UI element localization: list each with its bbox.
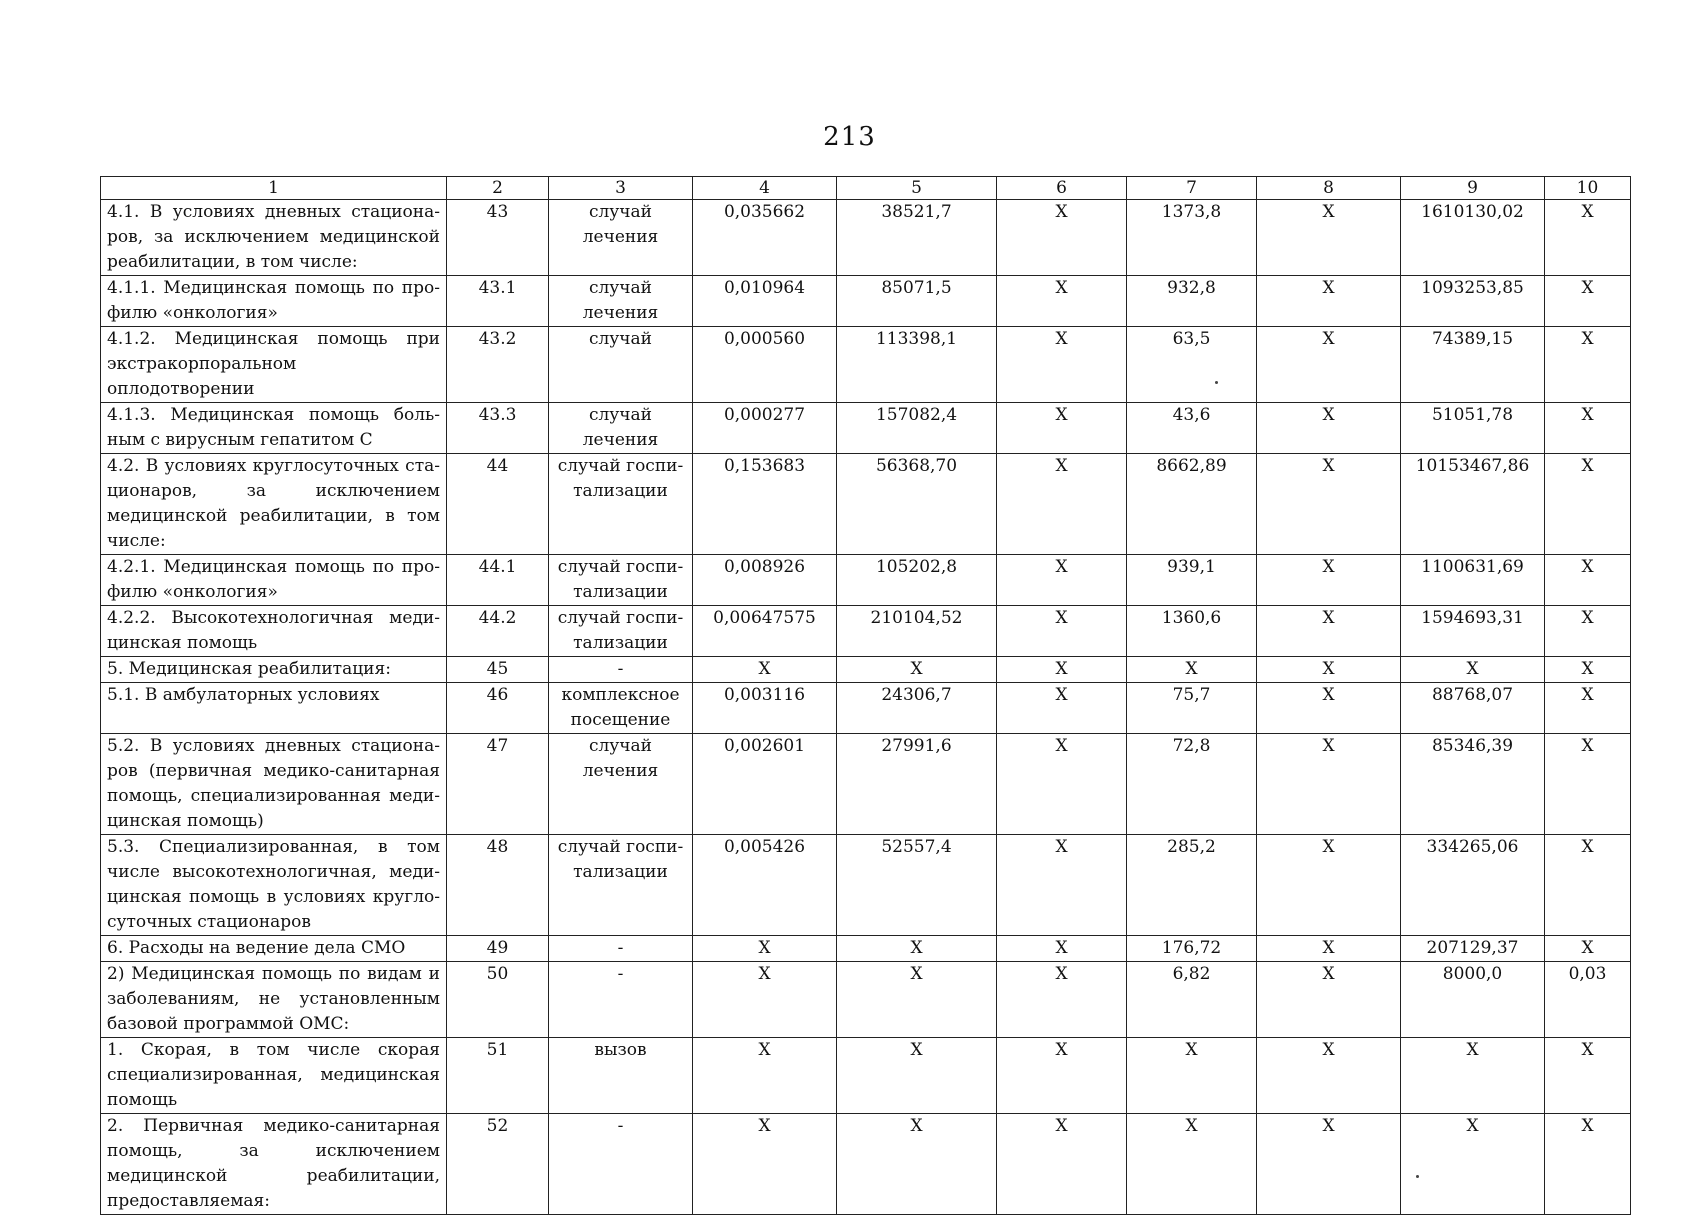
value-cell: 1360,6 [1127,606,1257,657]
value-cell: - [549,1114,693,1215]
row-name-cell: 4.2.2. Высокотехнологичная медицинская помощь [101,606,447,657]
value-cell: 88768,07 [1401,683,1545,734]
row-name-cell: 5.3. Специализированная, в том числе высокотехнологичная, медицинская помощь в условиях круглосуточных стационаров [101,835,447,936]
value-cell: X [997,1038,1127,1114]
table-row [101,1038,1631,1114]
value-cell: 0,008926 [693,555,837,606]
value-cell: 10153467,86 [1401,454,1545,555]
value-cell: 6,82 [1127,962,1257,1038]
value-cell: X [997,403,1127,454]
table-row [101,1114,1631,1215]
value-cell: X [1545,1114,1631,1215]
value-cell: 105202,8 [837,555,997,606]
value-cell: 75,7 [1127,683,1257,734]
value-cell: X [1257,327,1401,403]
value-cell: 38521,7 [837,200,997,276]
value-cell: 43.3 [447,403,549,454]
row-name-cell: 6. Расходы на ведение дела СМО [101,936,447,962]
value-cell: 207129,37 [1401,936,1545,962]
value-cell: 45 [447,657,549,683]
value-cell: X [997,327,1127,403]
value-cell: X [997,657,1127,683]
value-cell: X [1257,403,1401,454]
value-cell: - [549,936,693,962]
value-cell: X [837,1038,997,1114]
value-cell: 0,153683 [693,454,837,555]
value-cell: 1610130,02 [1401,200,1545,276]
value-cell: X [1127,1114,1257,1215]
value-cell: 1594693,31 [1401,606,1545,657]
value-cell: случай [549,327,693,403]
table-row [101,276,1631,327]
value-cell: X [1127,1038,1257,1114]
row-name-cell: 4.1.2. Медицинская помощь при экстракорпоральном оплодотворении [101,327,447,403]
table-body [101,200,1631,1215]
data-table [100,176,1631,1215]
value-cell: 49 [447,936,549,962]
value-cell: X [1401,1114,1545,1215]
value-cell: X [837,657,997,683]
value-cell: 1093253,85 [1401,276,1545,327]
table-row [101,555,1631,606]
header-cell: 1 [101,177,447,200]
value-cell: 0,005426 [693,835,837,936]
value-cell: X [997,200,1127,276]
header-cell: 5 [837,177,997,200]
table-row [101,327,1631,403]
row-name-cell: 4.1.1. Медицинская помощь по профилю «онкология» [101,276,447,327]
value-cell: X [1257,835,1401,936]
value-cell: 43,6 [1127,403,1257,454]
row-name-cell: 5.1. В амбулаторных условиях [101,683,447,734]
row-name-cell: 5. Медицинская реабилитация: [101,657,447,683]
value-cell: X [1257,962,1401,1038]
value-cell: X [1257,276,1401,327]
row-name-cell: 2) Медицинская помощь по видам и заболеваниям, не установленным базовой программой ОМС: [101,962,447,1038]
value-cell: X [1545,1038,1631,1114]
scan-speck [1416,1175,1419,1178]
value-cell: 0,00647575 [693,606,837,657]
header-cell: 7 [1127,177,1257,200]
value-cell: X [1257,606,1401,657]
value-cell: случай лечения [549,403,693,454]
value-cell: 85071,5 [837,276,997,327]
value-cell: 113398,1 [837,327,997,403]
value-cell: X [1257,936,1401,962]
value-cell: X [997,835,1127,936]
value-cell: 56368,70 [837,454,997,555]
value-cell: X [997,276,1127,327]
value-cell: X [1257,683,1401,734]
value-cell: 0,010964 [693,276,837,327]
table-row [101,734,1631,835]
header-cell: 8 [1257,177,1401,200]
value-cell: X [1545,683,1631,734]
value-cell: X [1127,657,1257,683]
value-cell: случай госпитализации [549,555,693,606]
value-cell: X [693,657,837,683]
value-cell: X [1545,734,1631,835]
value-cell: X [693,936,837,962]
value-cell: случай лечения [549,200,693,276]
value-cell: 27991,6 [837,734,997,835]
value-cell: X [1545,454,1631,555]
value-cell: X [1545,606,1631,657]
value-cell: 334265,06 [1401,835,1545,936]
value-cell: 0,03 [1545,962,1631,1038]
value-cell: X [1257,657,1401,683]
value-cell: случай госпитализации [549,835,693,936]
table-row [101,835,1631,936]
value-cell: X [693,962,837,1038]
value-cell: 52 [447,1114,549,1215]
value-cell: X [1545,276,1631,327]
value-cell: X [997,555,1127,606]
value-cell: X [1257,1114,1401,1215]
header-cell: 4 [693,177,837,200]
value-cell: 43.1 [447,276,549,327]
value-cell: вызов [549,1038,693,1114]
value-cell: 48 [447,835,549,936]
value-cell: 85346,39 [1401,734,1545,835]
table-row [101,403,1631,454]
header-cell: 2 [447,177,549,200]
table-row [101,200,1631,276]
value-cell: 44 [447,454,549,555]
row-name-cell: 4.2.1. Медицинская помощь по профилю «онкология» [101,555,447,606]
value-cell: 932,8 [1127,276,1257,327]
value-cell: 43 [447,200,549,276]
value-cell: X [997,683,1127,734]
table-row [101,454,1631,555]
value-cell: 939,1 [1127,555,1257,606]
value-cell: X [997,734,1127,835]
value-cell: 8000,0 [1401,962,1545,1038]
scan-speck [1215,381,1218,384]
value-cell: 210104,52 [837,606,997,657]
value-cell: X [1545,555,1631,606]
value-cell: X [997,1114,1127,1215]
value-cell: 43.2 [447,327,549,403]
value-cell: X [837,936,997,962]
table-row [101,936,1631,962]
value-cell: X [997,454,1127,555]
value-cell: X [997,936,1127,962]
header-cell: 9 [1401,177,1545,200]
value-cell: 157082,4 [837,403,997,454]
value-cell: 44.1 [447,555,549,606]
value-cell: X [837,1114,997,1215]
value-cell: 285,2 [1127,835,1257,936]
value-cell: комплексное посещение [549,683,693,734]
row-name-cell: 5.2. В условиях дневных стационаров (первичная медико-санитарная помощь, специализированная медицинская помощь) [101,734,447,835]
value-cell: X [1401,1038,1545,1114]
row-name-cell: 4.1. В условиях дневных стационаров, за исключением медицинской реабилитации, в том числе: [101,200,447,276]
value-cell: 0,000277 [693,403,837,454]
row-name-cell: 4.1.3. Медицинская помощь больным с вирусным гепатитом С [101,403,447,454]
value-cell: 0,035662 [693,200,837,276]
value-cell: 44.2 [447,606,549,657]
value-cell: X [1545,327,1631,403]
header-cell: 3 [549,177,693,200]
value-cell: 74389,15 [1401,327,1545,403]
header-row [101,177,1631,200]
table-row [101,962,1631,1038]
value-cell: X [1545,835,1631,936]
value-cell: 63,5 [1127,327,1257,403]
table-row [101,683,1631,734]
value-cell: X [693,1038,837,1114]
value-cell: 51 [447,1038,549,1114]
header-cell: 6 [997,177,1127,200]
value-cell: X [1545,200,1631,276]
value-cell: X [1545,657,1631,683]
value-cell: - [549,657,693,683]
value-cell: 176,72 [1127,936,1257,962]
value-cell: 51051,78 [1401,403,1545,454]
value-cell: 0,000560 [693,327,837,403]
value-cell: 24306,7 [837,683,997,734]
value-cell: 72,8 [1127,734,1257,835]
value-cell: случай госпитализации [549,454,693,555]
table-row [101,606,1631,657]
value-cell: 50 [447,962,549,1038]
value-cell: случай лечения [549,276,693,327]
page-number: 213 [823,122,876,152]
value-cell: 52557,4 [837,835,997,936]
value-cell: 1100631,69 [1401,555,1545,606]
value-cell: X [1545,403,1631,454]
value-cell: X [1401,657,1545,683]
value-cell: X [1257,1038,1401,1114]
value-cell: X [1257,200,1401,276]
row-name-cell: 2. Первичная медико-санитарная помощь, за исключением медицинской реабилитации, предоставляемая: [101,1114,447,1215]
value-cell: X [997,606,1127,657]
value-cell: X [693,1114,837,1215]
value-cell: случай лечения [549,734,693,835]
row-name-cell: 4.2. В условиях круглосуточных стационаров, за исключением медицинской реабилитации, в том числе: [101,454,447,555]
value-cell: 0,002601 [693,734,837,835]
value-cell: - [549,962,693,1038]
value-cell: 8662,89 [1127,454,1257,555]
header-cell: 10 [1545,177,1631,200]
value-cell: случай госпитализации [549,606,693,657]
value-cell: X [837,962,997,1038]
value-cell: 47 [447,734,549,835]
value-cell: 1373,8 [1127,200,1257,276]
row-name-cell: 1. Скорая, в том числе скорая специализированная, медицинская помощь [101,1038,447,1114]
value-cell: X [997,962,1127,1038]
value-cell: 0,003116 [693,683,837,734]
value-cell: 46 [447,683,549,734]
value-cell: X [1257,454,1401,555]
value-cell: X [1545,936,1631,962]
table-row [101,657,1631,683]
value-cell: X [1257,555,1401,606]
value-cell: X [1257,734,1401,835]
